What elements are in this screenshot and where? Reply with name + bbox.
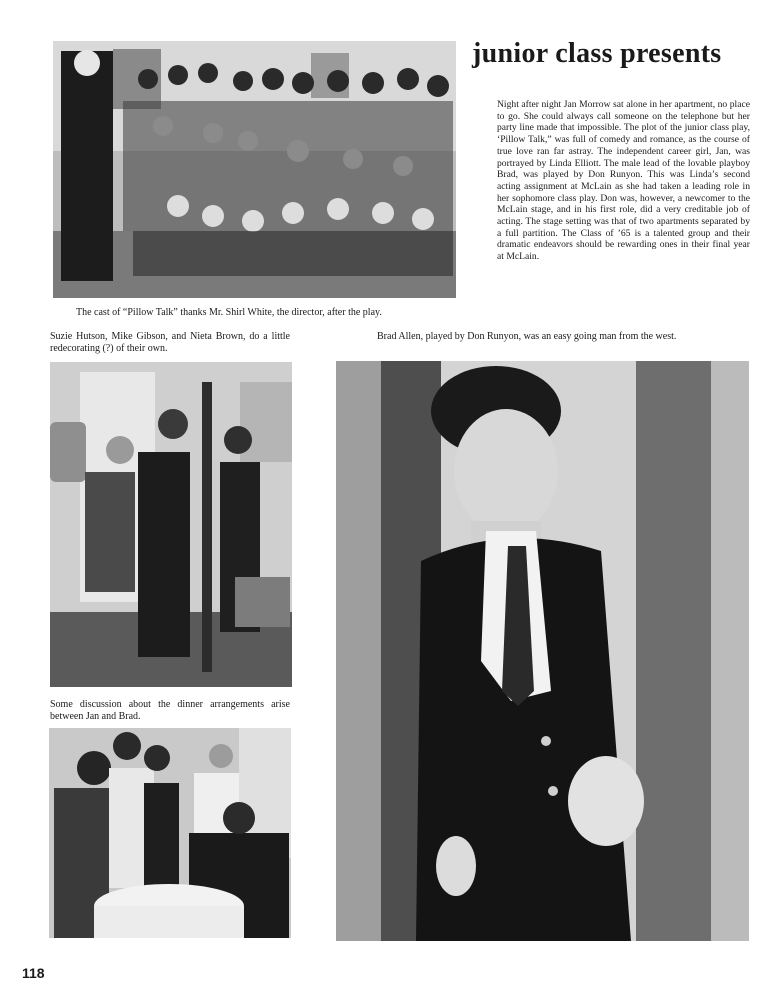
page-number: 118: [22, 965, 45, 981]
dinner-photo-caption: Some discussion about the dinner arrangements arise between Jan and Brad.: [50, 699, 290, 722]
cast-group-photo: [53, 41, 456, 298]
cast-photo-caption: The cast of “Pillow Talk” thanks Mr. Shirl White, the director, after the play.: [76, 307, 382, 318]
brad-allen-portrait-photo: [336, 361, 749, 941]
redecorating-photo: [50, 362, 292, 687]
redecorating-photo-caption: Suzie Hutson, Mike Gibson, and Nieta Brown, do a little redecorating (?) of their own.: [50, 331, 290, 354]
article-body: Night after night Jan Morrow sat alone in her apartment, no place to go. She could always call someone on the telephone but her party line made that impossible. The plot of the junior class play, ‘Pillow Talk,” was full of comedy and romance, as the course of true love ran far astray. The independent career girl, Jan, was portrayed by Linda Elliott. The male lead of the lovable playboy Brad, was played by Don Runyon. This was Linda’s second acting assignment at McLain as she had taken a leading role in her sophomore class play. Don was, however, a newcomer to the McLain stage, and in his first role, did a very creditable job of acting. The stage setting was that of two apartments separated by a full partition. The Class of ’65 is a talented group and their dramatic endeavors should be rewarding ones in their final year at McLain.: [497, 99, 750, 263]
brad-photo-caption: Brad Allen, played by Don Runyon, was an easy going man from the west.: [377, 331, 677, 342]
page-title: junior class presents: [472, 38, 722, 69]
dinner-discussion-photo: [49, 728, 291, 938]
